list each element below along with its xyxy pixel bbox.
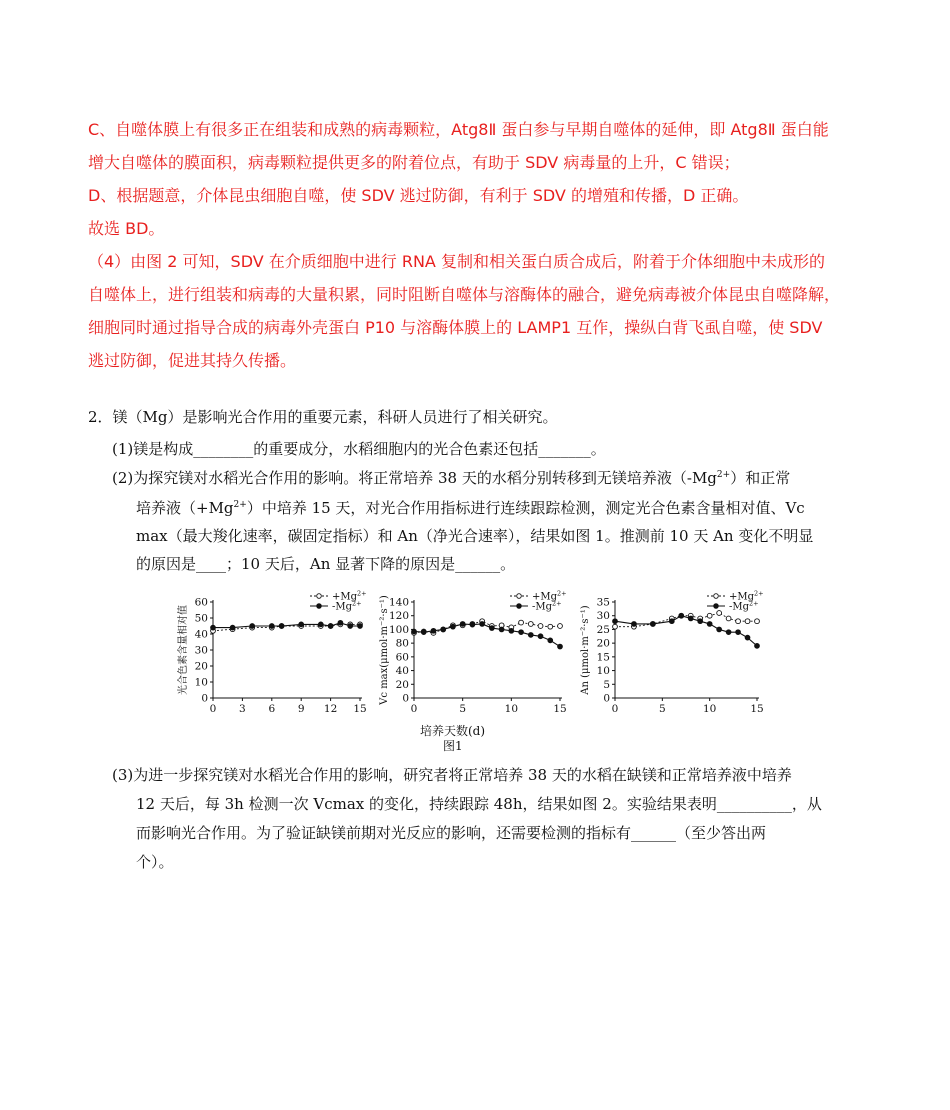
y-tick-label: 0 (201, 692, 208, 705)
data-point-minus-mg (431, 628, 436, 633)
legend-label: $-Mg^{2+}$ (729, 599, 759, 613)
legend-superscript: 2+ (357, 590, 367, 598)
y-tick-label: 140 (388, 596, 409, 609)
data-point-minus-mg (688, 616, 693, 621)
data-point-minus-mg (499, 627, 504, 632)
x-tick-label: 5 (658, 703, 666, 715)
x-tick-label: 5 (459, 703, 467, 715)
y-tick-label: 100 (388, 623, 409, 636)
y-tick-label: 20 (395, 678, 409, 691)
data-point-minus-mg (669, 619, 674, 624)
legend-superscript: 2+ (749, 599, 759, 608)
data-point-minus-mg (538, 634, 543, 639)
data-point-minus-mg (726, 630, 731, 635)
y-tick-label: 0 (603, 692, 610, 705)
data-point-minus-mg (421, 630, 426, 635)
legend-marker (714, 594, 719, 599)
answer-line-3: D、根据题意，介体昆虫细胞自噬，使 SDV 逃过防御，有利于 SDV 的增殖和传播，D 正确。 (88, 186, 749, 205)
figure-xlabel: 培养天数(d) (420, 724, 486, 738)
legend-marker (517, 604, 522, 609)
question-part-1: (1)镁是构成________的重要成分，水稻细胞内的光合色素还包括_______。 (112, 440, 606, 458)
data-point-minus-mg (451, 624, 456, 629)
question-part-3-line-3: 而影响光合作用。为了验证缺镁前期对光反应的影响，还需要检测的指标有______（至少答出两 (136, 824, 767, 842)
x-tick-label: 0 (209, 703, 217, 715)
answer-line-4: 故选 BD。 (88, 219, 165, 238)
x-tick-label: 15 (750, 703, 764, 715)
question-part-2-line-4: 的原因是____；10 天后，An 显著下降的原因是______。 (136, 555, 516, 573)
answer-line-2: 增大自噬体的膜面积，病毒颗粒提供更多的附着位点，有助于 SDV 病毒量的上升，C 错误； (88, 153, 740, 172)
data-point-minus-mg (632, 622, 637, 627)
data-point-plus-mg (519, 620, 524, 625)
data-point-minus-mg (470, 622, 475, 627)
legend-marker (714, 604, 719, 609)
data-point-minus-mg (509, 628, 514, 633)
question-part-2-line-2: 培养液$(+Mg^{2+})$中培养 15 天，对光合作用指标进行连续跟踪检测，测定光合色素含量相对值、Vc (136, 499, 805, 517)
question-part-2-line-3: max（最大羧化速率，碳固定指标）和 An（净光合速率），结果如图 1。推测前 10 天 An 变化不明显 (136, 527, 814, 545)
chart-vcmax (372, 590, 577, 720)
legend-label: $-Mg^{2+}$ (332, 599, 362, 613)
data-point-minus-mg (211, 625, 216, 630)
chart-an (575, 590, 775, 720)
data-point-plus-mg (528, 622, 533, 627)
figure-caption: 图1 (443, 739, 463, 753)
legend-superscript: 2+ (552, 599, 562, 608)
data-point-minus-mg (613, 619, 618, 624)
y-tick-label: 0 (402, 692, 409, 705)
y-tick-label: 20 (194, 660, 208, 673)
y-tick-label: 10 (596, 665, 610, 678)
data-point-minus-mg (519, 630, 524, 635)
answer-line-7: 细胞同时通过指导合成的病毒外壳蛋白 P10 与溶酶体膜上的 LAMP1 互作，操纵白背飞虱自噬，使 SDV (88, 318, 823, 337)
data-point-minus-mg (328, 624, 333, 629)
data-point-minus-mg (548, 638, 553, 643)
legend-label: $+Mg^{2+}$ (332, 590, 367, 603)
x-tick-label: 12 (323, 703, 338, 715)
legend-label: $+Mg^{2+}$ (532, 590, 567, 603)
data-point-minus-mg (279, 624, 284, 629)
answer-line-8: 逃过防御，促进其持久传播。 (88, 351, 297, 370)
legend-superscript: 2+ (754, 590, 764, 598)
question-part-3-line-4: 个）。 (136, 853, 174, 871)
y-tick-label: 120 (388, 610, 409, 623)
data-point-minus-mg (299, 622, 304, 627)
data-point-plus-mg (755, 619, 760, 624)
y-tick-label: 20 (596, 637, 610, 650)
data-point-minus-mg (338, 620, 343, 625)
y-tick-label: 40 (395, 665, 409, 678)
answer-line-6: 自噬体上，进行组装和病毒的大量积累，同时阻断自噬体与溶酶体的融合，避免病毒被介体昆虫自噬降解， (88, 285, 841, 304)
data-point-minus-mg (269, 624, 274, 629)
data-point-minus-mg (679, 613, 684, 618)
data-point-minus-mg (489, 626, 494, 631)
y-tick-label: 10 (194, 676, 208, 689)
data-point-minus-mg (250, 624, 255, 629)
data-point-minus-mg (441, 627, 446, 632)
question-title: 2．镁（Mg）是影响光合作用的重要元素，科研人员进行了相关研究。 (88, 408, 558, 426)
y-tick-label: 60 (194, 596, 208, 609)
x-tick-label: 9 (297, 703, 305, 715)
question-part-3-line-1: (3)为进一步探究镁对水稻光合作用的影响，研究者将正常培养 38 天的水稻在缺镁和正常培养液中培养 (112, 766, 792, 784)
y-tick-label: 60 (395, 651, 409, 664)
y-axis-label: An (μmol·m⁻²·s⁻¹) (580, 605, 591, 695)
data-point-minus-mg (736, 630, 741, 635)
legend-marker (517, 594, 522, 599)
answer-line-1: C、自噬体膜上有很多正在组装和成熟的病毒颗粒，Atg8Ⅱ 蛋白参与早期自噬体的延伸，即 Atg8Ⅱ 蛋白能 (88, 120, 829, 139)
y-tick-label: 50 (194, 612, 208, 625)
x-tick-label: 0 (611, 703, 619, 715)
y-tick-label: 80 (395, 637, 409, 650)
data-point-minus-mg (558, 644, 563, 649)
y-tick-label: 30 (596, 610, 610, 623)
data-point-plus-mg (538, 624, 543, 629)
data-point-plus-mg (558, 624, 563, 629)
y-tick-label: 40 (194, 628, 208, 641)
y-axis-label: 光合色素含量相对值 (178, 605, 189, 695)
legend-marker (317, 604, 322, 609)
data-point-minus-mg (650, 622, 655, 627)
data-point-minus-mg (460, 622, 465, 627)
data-point-minus-mg (480, 622, 485, 627)
x-tick-label: 0 (410, 703, 418, 715)
y-axis-label: Vc max(μmol·m⁻²·s⁻¹) (379, 595, 390, 705)
data-point-plus-mg (717, 611, 722, 616)
data-point-minus-mg (528, 633, 533, 638)
x-tick-label: 10 (504, 703, 519, 715)
question-part-2-line-1: (2)为探究镁对水稻光合作用的影响。将正常培养 38 天的水稻分别转移到无镁培养液$(-Mg^{2+})$和正常 (112, 469, 791, 487)
x-tick-label: 15 (553, 703, 567, 715)
data-point-plus-mg (726, 616, 731, 621)
x-tick-label: 10 (702, 703, 717, 715)
data-point-minus-mg (745, 635, 750, 640)
answer-line-5: （4）由图 2 可知，SDV 在介质细胞中进行 RNA 复制和相关蛋白质合成后，附着于介体细胞中未成形的 (88, 252, 825, 271)
chart-pigment (175, 590, 375, 720)
y-tick-label: 30 (194, 644, 208, 657)
data-point-minus-mg (230, 625, 235, 630)
y-tick-label: 5 (603, 678, 610, 691)
legend-superscript: 2+ (557, 590, 567, 598)
x-tick-label: 15 (353, 703, 367, 715)
x-tick-label: 3 (239, 703, 246, 715)
legend-label: $-Mg^{2+}$ (532, 599, 562, 613)
y-tick-label: 35 (596, 596, 610, 609)
data-point-minus-mg (318, 622, 323, 627)
data-point-minus-mg (707, 622, 712, 627)
data-point-minus-mg (358, 624, 363, 629)
legend-label: $+Mg^{2+}$ (729, 590, 764, 603)
data-point-plus-mg (707, 613, 712, 618)
data-point-plus-mg (736, 619, 741, 624)
data-point-plus-mg (613, 624, 618, 629)
data-point-minus-mg (698, 619, 703, 624)
question-part-3-line-2: 12 天后，每 3h 检测一次 Vcmax 的变化，持续跟踪 48h，结果如图 2。实验结果表明__________，从 (136, 795, 822, 813)
y-tick-label: 15 (596, 651, 610, 664)
data-point-plus-mg (548, 624, 553, 629)
x-tick-label: 6 (268, 703, 276, 715)
y-tick-label: 25 (596, 623, 610, 636)
data-point-minus-mg (348, 624, 353, 629)
legend-superscript: 2+ (352, 599, 362, 608)
legend-marker (317, 594, 322, 599)
data-point-minus-mg (412, 629, 417, 634)
data-point-minus-mg (717, 627, 722, 632)
data-point-minus-mg (755, 643, 760, 648)
data-point-plus-mg (745, 619, 750, 624)
